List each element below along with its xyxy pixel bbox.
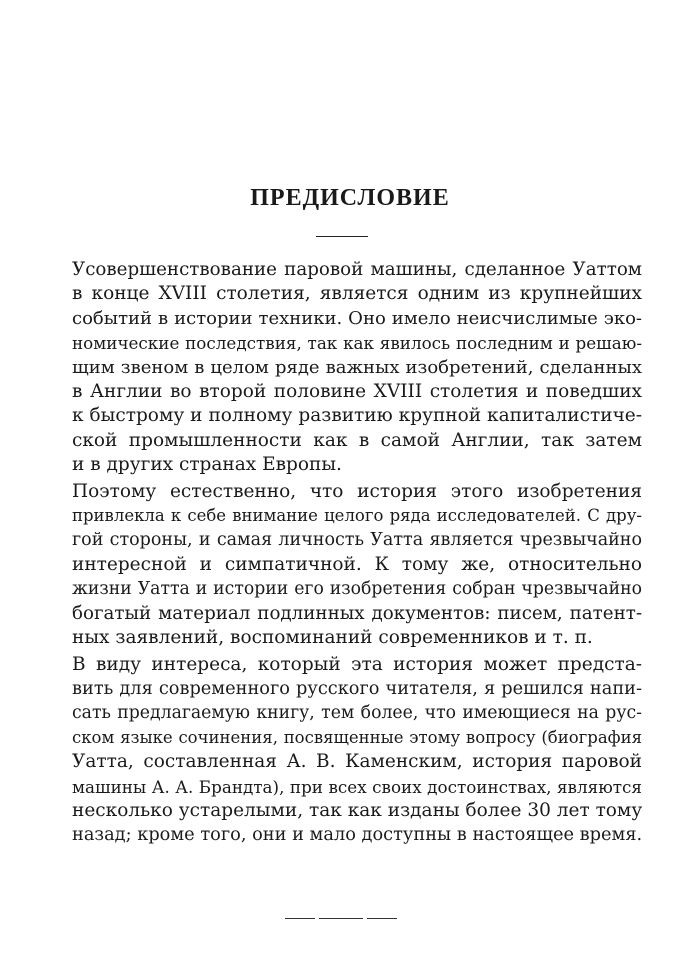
paragraph-3 bbox=[72, 653, 642, 848]
preface-text bbox=[72, 258, 642, 848]
text-line: Усовершенствование паровой машины, сделанное Уаттом bbox=[72, 259, 642, 280]
text-line: В виду интереса, который эта история может предста- bbox=[72, 653, 642, 675]
text-line: назад; кроме того, они и мало доступны в настоящее время. bbox=[72, 825, 643, 846]
text-line: событий в истории техники. Оно имело неисчислимые эко- bbox=[72, 307, 642, 329]
text-line: несколько устарелыми, так как изданы более 30 лет тому bbox=[72, 799, 643, 821]
text-line: щим звеном в целом ряде важных изобретений, сделанных bbox=[72, 356, 642, 378]
text-line: в Англии во второй половине XVIII столетия и поведших bbox=[72, 381, 642, 403]
text-line: машины А. А. Брандта), при всех своих достоинствах, являются bbox=[72, 776, 642, 797]
rule-segment bbox=[367, 918, 397, 919]
rule-segment bbox=[285, 918, 315, 919]
text-line: Уатта, составленная А. В. Каменским, история паровой bbox=[72, 751, 642, 773]
text-line: номические последствия, так как явилось последним и решаю- bbox=[72, 333, 642, 354]
text-line: к быстрому и полному развитию крупной капиталистиче- bbox=[72, 405, 642, 427]
text-line: ском языке сочинения, посвященные этому вопросу (биография bbox=[72, 727, 642, 747]
paragraph-2 bbox=[72, 480, 642, 651]
text-line: и в других странах Европы. bbox=[72, 454, 342, 476]
text-line: вить для современного русского читателя, я решился напи- bbox=[72, 678, 642, 699]
text-line: богатый материал подлинных документов: писем, патент- bbox=[72, 602, 642, 624]
text-line: ных заявлений, воспоминаний современников и т. п. bbox=[72, 627, 593, 649]
page-title: ПРЕДИСЛОВИЕ bbox=[250, 185, 450, 211]
text-line: Поэтому естественно, что история этого изобретения bbox=[72, 480, 642, 502]
text-line: в конце XVIII столетия, является одним из крупнейших bbox=[72, 283, 642, 305]
title-divider bbox=[316, 236, 368, 237]
text-line: привлекла к себе внимание целого ряда исследователей. С дру- bbox=[72, 506, 642, 526]
text-line: сать предлагаемую книгу, тем более, что имеющиеся на рус- bbox=[72, 703, 642, 724]
text-line: ской промышленности как в самой Англии, так затем bbox=[72, 429, 642, 451]
end-ornament-rule bbox=[285, 916, 397, 922]
rule-segment bbox=[319, 918, 363, 919]
text-line: жизни Уатта и истории его изобретения собран чрезвычайно bbox=[72, 579, 642, 600]
paragraph-1 bbox=[72, 258, 642, 478]
text-line: гой стороны, и самая личность Уатта является чрезвычайно bbox=[72, 530, 642, 551]
text-line: интересной и симпатичной. К тому же, относительно bbox=[72, 553, 642, 575]
